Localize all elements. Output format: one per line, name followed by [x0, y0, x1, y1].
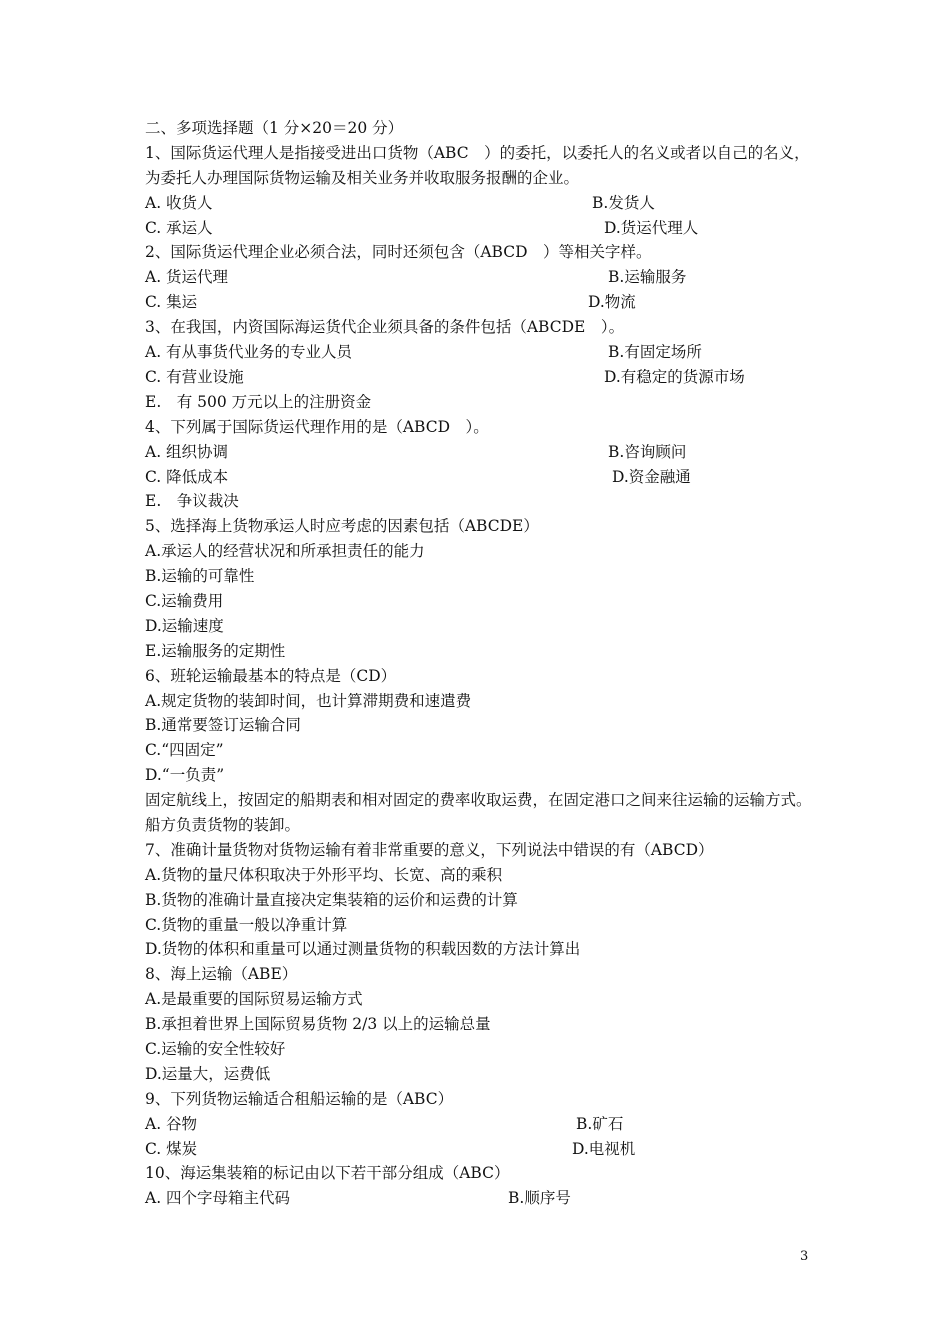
question-1-option-c: C. 承运人: [145, 218, 213, 237]
question-5-option-c: C.运输费用: [145, 591, 224, 610]
question-3-stem: 3、在我国，内资国际海运货代企业须具备的条件包括（ABCDE ）。: [145, 318, 625, 337]
question-3-option-d: D.有稳定的货源市场: [604, 367, 745, 386]
question-6-option-a: A.规定货物的装卸时间，也计算滞期费和速遣费: [145, 691, 472, 710]
question-4-option-c: C. 降低成本: [145, 467, 229, 486]
question-5-option-b: B.运输的可靠性: [145, 567, 255, 586]
question-10-stem: 10、海运集装箱的标记由以下若干部分组成（ABC）: [145, 1164, 510, 1183]
question-5-option-e: E.运输服务的定期性: [145, 641, 286, 660]
question-10-options-row-1: [145, 1186, 815, 1211]
question-1-options-row-2: [145, 216, 815, 241]
question-6-explanation: 固定航线上，按固定的船期表和相对固定的费率收取运费，在固定港口之间来往运输的运输方式。船方负责货物的装卸。: [145, 791, 812, 834]
question-3-options-row-1: [145, 340, 815, 365]
question-1-option-d: D.货运代理人: [604, 218, 699, 237]
question-9-option-b: B.矿石: [576, 1114, 624, 1133]
question-2-option-d: D.物流: [588, 293, 636, 312]
question-7-option-a: A.货物的量尺体积取决于外形平均、长宽、高的乘积: [145, 865, 503, 884]
question-9-options-row-1: [145, 1112, 815, 1137]
question-4-options-row-1: [145, 440, 815, 465]
question-4-option-d: D.资金融通: [612, 467, 691, 486]
question-8-option-b: B.承担着世界上国际贸易货物 2/3 以上的运输总量: [145, 1015, 491, 1034]
question-4-stem: 4、下列属于国际货运代理作用的是（ABCD ）。: [145, 417, 489, 436]
question-7-option-d: D.货物的体积和重量可以通过测量货物的积载因数的方法计算出: [145, 940, 581, 959]
question-7-option-b: B.货物的准确计量直接决定集装箱的运价和运费的计算: [145, 890, 518, 909]
question-2-option-a: A. 货运代理: [145, 268, 229, 287]
question-9-option-a: A. 谷物: [145, 1114, 198, 1133]
question-9-options-row-2: [145, 1137, 815, 1162]
question-2-option-b: B.运输服务: [608, 268, 687, 287]
question-5-option-a: A.承运人的经营状况和所承担责任的能力: [145, 542, 425, 561]
question-8-stem: 8、海上运输（ABE）: [145, 965, 298, 984]
section-title: 二、多项选择题（1 分×20＝20 分）: [145, 119, 404, 137]
question-9-option-c: C. 煤炭: [145, 1139, 198, 1158]
question-3-options-row-2: [145, 365, 815, 390]
question-list: [145, 116, 815, 1211]
question-7-option-c: C.货物的重量一般以净重计算: [145, 915, 348, 934]
question-10-option-a: A. 四个字母箱主代码: [145, 1189, 291, 1208]
question-2-option-c: C. 集运: [145, 293, 198, 312]
page-number: 3: [800, 1249, 809, 1264]
question-1-options-row-1: [145, 191, 815, 216]
question-4-options-row-2: [145, 465, 815, 490]
question-1-option-b: B.发货人: [592, 193, 655, 212]
question-8-option-c: C.运输的安全性较好: [145, 1040, 286, 1059]
question-8-option-d: D.运量大，运费低: [145, 1064, 271, 1083]
question-1-stem: 1、国际货运代理人是指接受进出口货物（ABC ）的委托，以委托人的名义或者以自己的名义，为委托人办理国际货物运输及相关业务并收取服务报酬的企业。: [145, 143, 810, 187]
question-6-stem: 6、班轮运输最基本的特点是（CD）: [145, 666, 397, 685]
question-1-option-a: A. 收货人: [145, 193, 213, 212]
question-6-option-c: C.“四固定”: [145, 741, 224, 760]
question-6-option-b: B.通常要签订运输合同: [145, 716, 301, 735]
question-10-option-b: B.顺序号: [508, 1189, 571, 1208]
question-3-option-e: E. 有 500 万元以上的注册资金: [145, 392, 372, 411]
question-5-stem: 5、选择海上货物承运人时应考虑的因素包括（ABCDE）: [145, 517, 539, 536]
question-8-option-a: A.是最重要的国际贸易运输方式: [145, 990, 363, 1009]
question-3-option-a: A. 有从事货代业务的专业人员: [145, 343, 353, 362]
question-9-stem: 9、下列货物运输适合租船运输的是（ABC）: [145, 1089, 454, 1108]
question-4-option-e: E. 争议裁决: [145, 492, 239, 511]
question-2-stem: 2、国际货运代理企业必须合法，同时还须包含（ABCD ）等相关字样。: [145, 243, 652, 262]
question-2-options-row-2: [145, 290, 815, 315]
question-9-option-d: D.电视机: [572, 1139, 636, 1158]
question-5-option-d: D.运输速度: [145, 616, 224, 635]
question-4-option-a: A. 组织协调: [145, 442, 229, 461]
question-3-option-c: C. 有营业设施: [145, 367, 244, 386]
question-6-option-d: D.“一负责”: [145, 766, 225, 785]
question-7-stem: 7、准确计量货物对货物运输有着非常重要的意义，下列说法中错误的有（ABCD）: [145, 840, 714, 859]
question-3-option-b: B.有固定场所: [608, 343, 702, 362]
question-2-options-row-1: [145, 265, 815, 290]
question-4-option-b: B.咨询顾问: [608, 442, 687, 461]
